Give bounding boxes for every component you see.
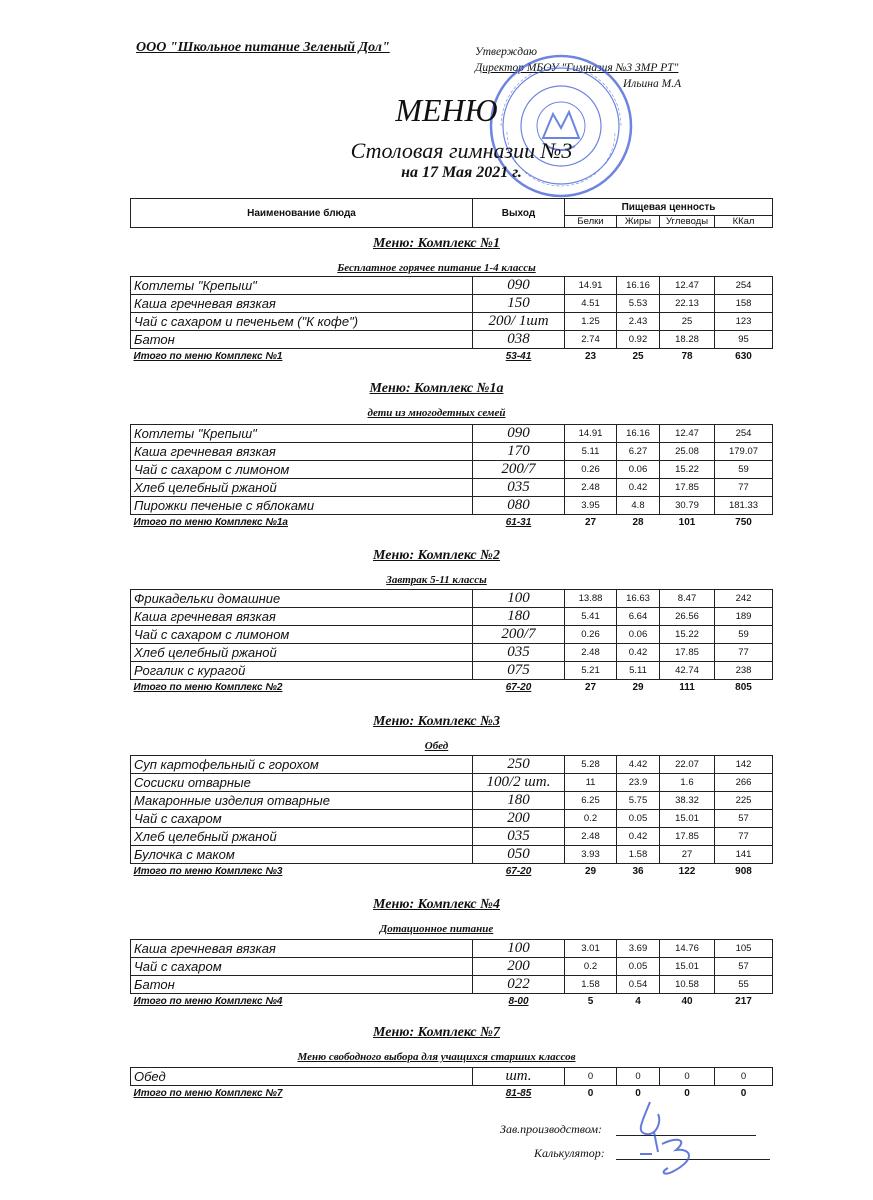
total-carbs: 101	[678, 516, 696, 528]
section-subtitle: Меню свободного выбора для учащихся старших классов	[297, 1051, 576, 1063]
kcal: 266	[715, 774, 773, 792]
proteins: 1.58	[565, 976, 617, 994]
table-row	[131, 940, 773, 958]
section-title: Меню: Комплекс №1а	[369, 381, 504, 396]
total-carbs: 122	[678, 865, 696, 877]
table-row	[131, 313, 773, 331]
fats: 0.06	[617, 461, 660, 479]
total-carbs: 78	[681, 350, 693, 362]
table-row	[131, 846, 773, 864]
proteins: 2.48	[565, 479, 617, 497]
dish-name: Хлеб целебный ржаной	[131, 828, 473, 846]
total-fats: 25	[632, 350, 644, 362]
total-carbs: 111	[679, 681, 695, 693]
total-row	[131, 864, 773, 879]
section-subtitle: Обед	[424, 740, 449, 752]
fats: 5.11	[617, 662, 660, 680]
total-fats: 29	[632, 681, 644, 693]
dish-name: Котлеты "Крепыш"	[131, 425, 473, 443]
table-row	[131, 774, 773, 792]
dish-name: Чай с сахаром	[131, 810, 473, 828]
section-title: Меню: Комплекс №1	[373, 236, 500, 251]
dish-output: 100	[473, 590, 565, 608]
total-output: 8-00	[508, 995, 529, 1007]
total-fats: 0	[635, 1087, 641, 1099]
dish-output: 050	[473, 846, 565, 864]
total-proteins: 0	[587, 1087, 594, 1099]
dish-name: Рогалик с курагой	[131, 662, 473, 680]
dish-output: 200	[473, 958, 565, 976]
total-output: 67-20	[505, 865, 532, 877]
dish-name: Чай с сахаром и печеньем ("К кофе")	[131, 313, 473, 331]
dish-name: Каша гречневая вязкая	[131, 443, 473, 461]
carbs: 10.58	[660, 976, 715, 994]
kcal: 77	[715, 644, 773, 662]
carbs: 12.47	[660, 425, 715, 443]
proteins: 3.01	[565, 940, 617, 958]
total-proteins: 23	[584, 350, 597, 362]
dish-output: 075	[473, 662, 565, 680]
fats: 2.43	[617, 313, 660, 331]
total-carbs: 0	[684, 1087, 690, 1099]
section-subtitle: дети из многодетных семей	[367, 407, 506, 419]
dish-name: Чай с сахаром с лимоном	[131, 626, 473, 644]
header-fats: Жиры	[617, 216, 660, 228]
carbs: 12.47	[660, 277, 715, 295]
kcal: 77	[715, 479, 773, 497]
kcal: 158	[715, 295, 773, 313]
kcal: 59	[715, 461, 773, 479]
dish-output: 150	[473, 295, 565, 313]
page-subtitle: Столовая гимназии №3	[350, 138, 573, 163]
carbs: 30.79	[660, 497, 715, 515]
total-name: Итого по меню Комплекс №3	[133, 865, 283, 877]
carbs: 22.13	[660, 295, 715, 313]
total-kcal: 630	[735, 350, 752, 362]
kcal: 55	[715, 976, 773, 994]
fats: 0.42	[617, 828, 660, 846]
kcal: 225	[715, 792, 773, 810]
table-row	[131, 828, 773, 846]
kcal: 238	[715, 662, 773, 680]
table-row	[131, 792, 773, 810]
company-name: ООО "Школьное питание Зеленый Дол"	[136, 40, 390, 55]
dish-output: 170	[473, 443, 565, 461]
fats: 5.53	[617, 295, 660, 313]
table-row	[131, 590, 773, 608]
fats: 6.64	[617, 608, 660, 626]
table-row	[131, 443, 773, 461]
total-proteins: 5	[587, 995, 594, 1007]
dish-name: Суп картофельный с горохом	[131, 756, 473, 774]
dish-name: Каша гречневая вязкая	[131, 608, 473, 626]
dish-name: Чай с сахаром с лимоном	[131, 461, 473, 479]
carbs: 14.76	[660, 940, 715, 958]
fats: 6.27	[617, 443, 660, 461]
proteins: 13.88	[565, 590, 617, 608]
dish-output: 035	[473, 828, 565, 846]
proteins: 3.93	[565, 846, 617, 864]
carbs: 38.32	[660, 792, 715, 810]
dish-output: 200/ 1шт	[473, 313, 565, 331]
proteins: 2.48	[565, 828, 617, 846]
fats: 0.06	[617, 626, 660, 644]
dish-output: 200/7	[473, 626, 565, 644]
total-output: 53-41	[505, 350, 532, 362]
fats: 0.54	[617, 976, 660, 994]
table-row	[131, 958, 773, 976]
table-row	[131, 497, 773, 515]
carbs: 17.85	[660, 479, 715, 497]
kcal: 95	[715, 331, 773, 349]
proteins: 5.41	[565, 608, 617, 626]
proteins: 2.48	[565, 644, 617, 662]
proteins: 14.91	[565, 277, 617, 295]
total-row	[131, 349, 773, 364]
proteins: 0.2	[565, 810, 617, 828]
dish-output: 100/2 шт.	[473, 774, 565, 792]
header-dish: Наименование блюда	[131, 199, 473, 228]
page-title: МЕНЮ	[395, 92, 498, 128]
menu-date: на 17 Мая 2021 г.	[401, 164, 522, 181]
carbs: 17.85	[660, 828, 715, 846]
dish-name: Хлеб целебный ржаной	[131, 644, 473, 662]
kcal: 59	[715, 626, 773, 644]
total-carbs: 40	[681, 995, 693, 1007]
dish-output: 090	[473, 277, 565, 295]
total-output: 81-85	[505, 1087, 532, 1099]
fats: 23.9	[617, 774, 660, 792]
signature-calculator-label: Калькулятор:	[534, 1146, 605, 1160]
total-fats: 4	[635, 995, 641, 1007]
section-title: Меню: Комплекс №3	[373, 714, 500, 729]
kcal: 57	[715, 810, 773, 828]
table-row	[131, 425, 773, 443]
proteins: 14.91	[565, 425, 617, 443]
kcal: 142	[715, 756, 773, 774]
carbs: 15.22	[660, 626, 715, 644]
proteins: 2.74	[565, 331, 617, 349]
dish-name: Сосиски отварные	[131, 774, 473, 792]
kcal: 0	[715, 1068, 773, 1086]
carbs: 25	[660, 313, 715, 331]
kcal: 254	[715, 425, 773, 443]
header-kcal: ККал	[715, 216, 773, 228]
proteins: 0.26	[565, 461, 617, 479]
total-row	[131, 994, 773, 1009]
dish-output: 022	[473, 976, 565, 994]
carbs: 15.01	[660, 810, 715, 828]
carbs: 26.56	[660, 608, 715, 626]
header-proteins: Белки	[565, 216, 617, 228]
total-proteins: 27	[584, 681, 597, 693]
fats: 16.16	[617, 277, 660, 295]
fats: 0.05	[617, 810, 660, 828]
table-row	[131, 277, 773, 295]
total-name: Итого по меню Комплекс №1а	[133, 516, 288, 528]
dish-output: 035	[473, 644, 565, 662]
carbs: 8.47	[660, 590, 715, 608]
section-title: Меню: Комплекс №2	[373, 548, 500, 563]
dish-name: Каша гречневая вязкая	[131, 940, 473, 958]
dish-name: Обед	[131, 1068, 473, 1086]
total-output: 67-20	[505, 681, 532, 693]
kcal: 57	[715, 958, 773, 976]
total-row	[131, 515, 773, 530]
approval-line-3: Ильина М.А	[623, 78, 682, 90]
dish-output: 100	[473, 940, 565, 958]
total-proteins: 29	[584, 865, 597, 877]
carbs: 15.01	[660, 958, 715, 976]
signature-production-label: Зав.производством:	[500, 1122, 603, 1136]
fats: 4.42	[617, 756, 660, 774]
dish-output: 090	[473, 425, 565, 443]
total-fats: 36	[632, 865, 644, 877]
proteins: 3.95	[565, 497, 617, 515]
fats: 4.8	[617, 497, 660, 515]
dish-name: Булочка с маком	[131, 846, 473, 864]
total-proteins: 27	[584, 516, 597, 528]
fats: 0.42	[617, 479, 660, 497]
dish-name: Пирожки печеные с яблоками	[131, 497, 473, 515]
dish-name: Фрикадельки домашние	[131, 590, 473, 608]
section-table	[130, 424, 773, 529]
dish-name: Хлеб целебный ржаной	[131, 479, 473, 497]
total-kcal: 217	[735, 995, 752, 1007]
table-row	[131, 608, 773, 626]
dish-output: 180	[473, 792, 565, 810]
table-row	[131, 461, 773, 479]
dish-output: 038	[473, 331, 565, 349]
dish-output: 250	[473, 756, 565, 774]
table-row	[131, 479, 773, 497]
table-row	[131, 626, 773, 644]
fats: 16.16	[617, 425, 660, 443]
section-table	[130, 589, 773, 694]
carbs: 15.22	[660, 461, 715, 479]
section-table	[130, 939, 773, 1008]
fats: 0.42	[617, 644, 660, 662]
carbs: 1.6	[660, 774, 715, 792]
proteins: 6.25	[565, 792, 617, 810]
carbs: 18.28	[660, 331, 715, 349]
kcal: 242	[715, 590, 773, 608]
table-row	[131, 662, 773, 680]
header-nutrition: Пищевая ценность	[565, 199, 773, 216]
total-output: 61-31	[505, 516, 532, 528]
total-kcal: 805	[735, 681, 752, 693]
table-row	[131, 810, 773, 828]
proteins: 5.11	[565, 443, 617, 461]
section-subtitle: Завтрак 5-11 классы	[386, 574, 487, 586]
carbs: 17.85	[660, 644, 715, 662]
proteins: 1.25	[565, 313, 617, 331]
dish-output: 200	[473, 810, 565, 828]
table-row	[131, 756, 773, 774]
dish-name: Котлеты "Крепыш"	[131, 277, 473, 295]
section-title: Меню: Комплекс №4	[373, 897, 500, 912]
section-title: Меню: Комплекс №7	[373, 1025, 500, 1040]
fats: 3.69	[617, 940, 660, 958]
fats: 0.92	[617, 331, 660, 349]
section-table	[130, 755, 773, 878]
total-name: Итого по меню Комплекс №4	[133, 995, 283, 1007]
proteins: 11	[565, 774, 617, 792]
dish-name: Батон	[131, 976, 473, 994]
fats: 0.05	[617, 958, 660, 976]
table-row	[131, 976, 773, 994]
dish-name: Макаронные изделия отварные	[131, 792, 473, 810]
kcal: 179.07	[715, 443, 773, 461]
kcal: 141	[715, 846, 773, 864]
approval-line-2: Директор МБОУ "Гимназия №3 ЗМР РТ"	[475, 62, 679, 74]
total-name: Итого по меню Комплекс №2	[133, 681, 283, 693]
fats: 0	[617, 1068, 660, 1086]
dish-name: Чай с сахаром	[131, 958, 473, 976]
section-subtitle: Дотационное питание	[379, 923, 494, 935]
kcal: 181.33	[715, 497, 773, 515]
kcal: 189	[715, 608, 773, 626]
fats: 16.63	[617, 590, 660, 608]
section-subtitle: Бесплатное горячее питание 1-4 классы	[337, 262, 536, 274]
fats: 5.75	[617, 792, 660, 810]
proteins: 0	[565, 1068, 617, 1086]
total-kcal: 750	[735, 516, 752, 528]
dish-name: Каша гречневая вязкая	[131, 295, 473, 313]
kcal: 105	[715, 940, 773, 958]
dish-output: 180	[473, 608, 565, 626]
total-name: Итого по меню Комплекс №1	[133, 350, 283, 362]
dish-output: шт.	[473, 1068, 565, 1086]
total-kcal: 908	[735, 865, 752, 877]
total-row	[131, 680, 773, 695]
carbs: 42.74	[660, 662, 715, 680]
table-row	[131, 331, 773, 349]
table-row	[131, 295, 773, 313]
proteins: 5.28	[565, 756, 617, 774]
table-row	[131, 1068, 773, 1086]
table-row	[131, 644, 773, 662]
handwritten-signature	[632, 1092, 712, 1182]
header-carbs: Углеводы	[660, 216, 715, 228]
table-header	[130, 198, 773, 228]
kcal: 254	[715, 277, 773, 295]
proteins: 5.21	[565, 662, 617, 680]
carbs: 25.08	[660, 443, 715, 461]
dish-name: Батон	[131, 331, 473, 349]
proteins: 0.26	[565, 626, 617, 644]
header-output: Выход	[473, 199, 565, 228]
proteins: 0.2	[565, 958, 617, 976]
dish-output: 035	[473, 479, 565, 497]
kcal: 77	[715, 828, 773, 846]
total-kcal: 0	[740, 1087, 747, 1099]
total-name: Итого по меню Комплекс №7	[133, 1087, 283, 1099]
approval-line-1: Утверждаю	[475, 46, 537, 58]
carbs: 22.07	[660, 756, 715, 774]
carbs: 27	[660, 846, 715, 864]
total-fats: 28	[632, 516, 644, 528]
carbs: 0	[660, 1068, 715, 1086]
fats: 1.58	[617, 846, 660, 864]
dish-output: 200/7	[473, 461, 565, 479]
section-table	[130, 276, 773, 363]
kcal: 123	[715, 313, 773, 331]
dish-output: 080	[473, 497, 565, 515]
proteins: 4.51	[565, 295, 617, 313]
